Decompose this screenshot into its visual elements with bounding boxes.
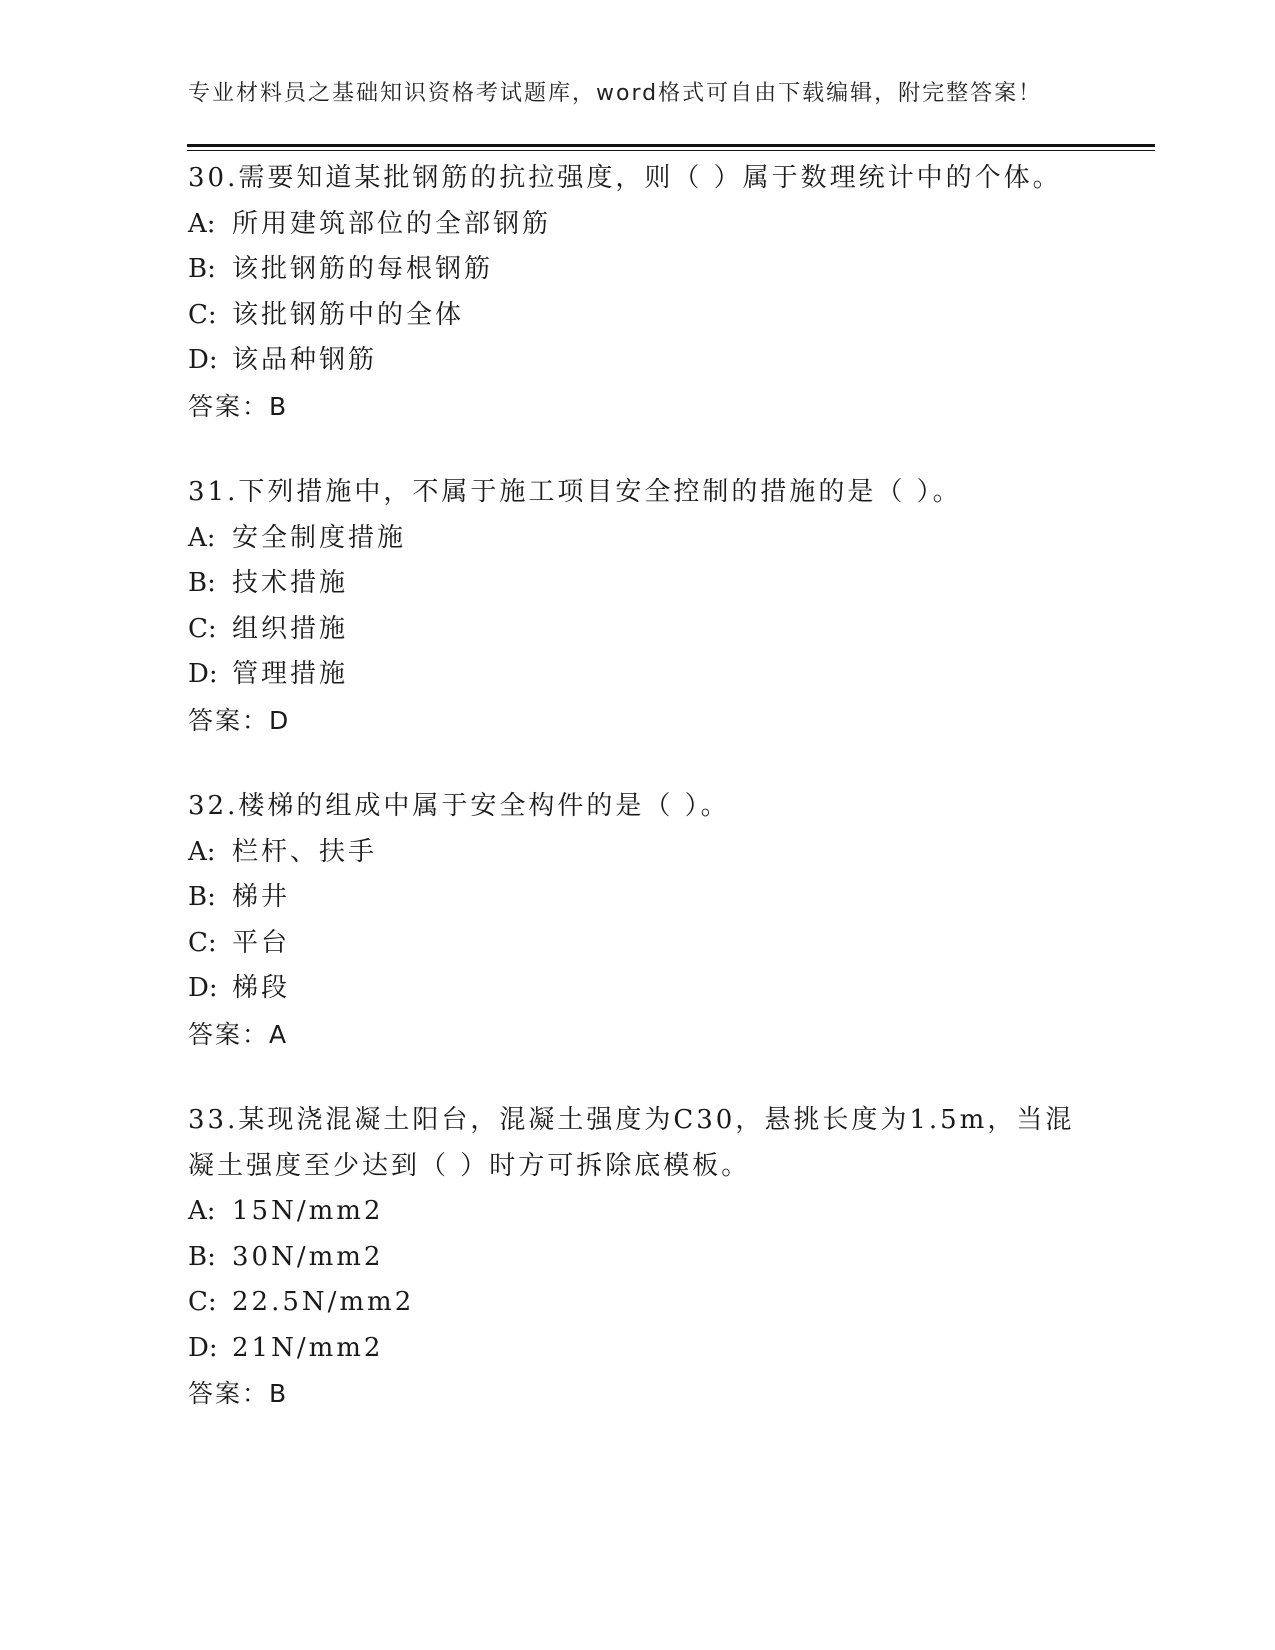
option-b bbox=[188, 247, 1088, 293]
answer-line: 答案：B bbox=[188, 1379, 289, 1408]
option-c bbox=[188, 293, 1088, 339]
option-label: A: bbox=[188, 208, 216, 239]
option-a bbox=[188, 1189, 1088, 1235]
option-d bbox=[188, 966, 1088, 1012]
option-text: 管理措施 bbox=[232, 659, 349, 689]
option-text: 21N/mm2 bbox=[232, 1332, 384, 1363]
question-32 bbox=[188, 784, 1088, 1057]
question-31 bbox=[188, 470, 1088, 743]
option-a bbox=[188, 516, 1088, 562]
option-text: 梯井 bbox=[232, 882, 291, 912]
option-c bbox=[188, 921, 1088, 967]
option-label: B: bbox=[188, 1241, 216, 1272]
option-text: 22.5N/mm2 bbox=[232, 1287, 415, 1317]
option-d bbox=[188, 1326, 1088, 1372]
option-label: D: bbox=[188, 1332, 218, 1363]
option-text: 技术措施 bbox=[232, 568, 349, 598]
option-label: D: bbox=[188, 973, 218, 1003]
option-text: 组织措施 bbox=[232, 613, 349, 644]
question-stem: 31.下列措施中，不属于施工项目安全控制的措施的是（ ）。 bbox=[188, 477, 962, 507]
question-33 bbox=[188, 1098, 1088, 1417]
question-stem: 30.需要知道某批钢筋的抗拉强度，则（ ）属于数理统计中的个体。 bbox=[188, 163, 1062, 193]
option-label: D: bbox=[188, 659, 218, 689]
option-c bbox=[188, 607, 1088, 653]
option-text: 梯段 bbox=[232, 973, 291, 1003]
option-label: C: bbox=[188, 927, 217, 958]
option-text: 该批钢筋的每根钢筋 bbox=[232, 254, 494, 284]
option-text: 平台 bbox=[232, 927, 291, 958]
question-list bbox=[188, 156, 1088, 1458]
question-30 bbox=[188, 156, 1088, 429]
option-label: A: bbox=[188, 1196, 216, 1226]
option-text: 该品种钢筋 bbox=[232, 345, 378, 375]
option-label: C: bbox=[188, 1287, 217, 1317]
page-header: 专业材料员之基础知识资格考试题库，word格式可自由下载编辑，附完整答案！ bbox=[188, 81, 1043, 106]
option-b bbox=[188, 875, 1088, 921]
option-label: B: bbox=[188, 882, 216, 912]
option-b bbox=[188, 561, 1088, 607]
option-c bbox=[188, 1280, 1088, 1326]
option-text: 安全制度措施 bbox=[232, 522, 407, 553]
header-rule-thick bbox=[187, 144, 1155, 147]
option-a bbox=[188, 202, 1088, 248]
option-label: B: bbox=[188, 254, 216, 284]
option-text: 30N/mm2 bbox=[232, 1241, 384, 1272]
option-text: 该批钢筋中的全体 bbox=[232, 299, 465, 330]
option-b bbox=[188, 1235, 1088, 1281]
option-label: A: bbox=[188, 836, 216, 867]
option-label: A: bbox=[188, 522, 216, 553]
option-label: C: bbox=[188, 299, 217, 330]
answer-line: 答案：B bbox=[188, 391, 289, 421]
header-rule-thin bbox=[187, 150, 1155, 151]
option-text: 15N/mm2 bbox=[232, 1196, 384, 1226]
option-label: D: bbox=[188, 345, 218, 375]
answer-line: 答案：A bbox=[188, 1019, 289, 1049]
option-d bbox=[188, 652, 1088, 698]
option-text: 栏杆、扶手 bbox=[232, 836, 378, 867]
answer-line: 答案：D bbox=[188, 705, 291, 735]
option-d bbox=[188, 338, 1088, 384]
option-label: C: bbox=[188, 613, 217, 644]
option-text: 所用建筑部位的全部钢筋 bbox=[232, 208, 552, 239]
question-stem: 33.某现浇混凝土阳台，混凝土强度为C30，悬挑长度为1.5m，当混凝土强度至少达到（ ）时方可拆除底模板。 bbox=[188, 1105, 1075, 1181]
option-a bbox=[188, 830, 1088, 876]
question-stem: 32.楼梯的组成中属于安全构件的是（ ）。 bbox=[188, 791, 730, 821]
option-label: B: bbox=[188, 568, 216, 598]
